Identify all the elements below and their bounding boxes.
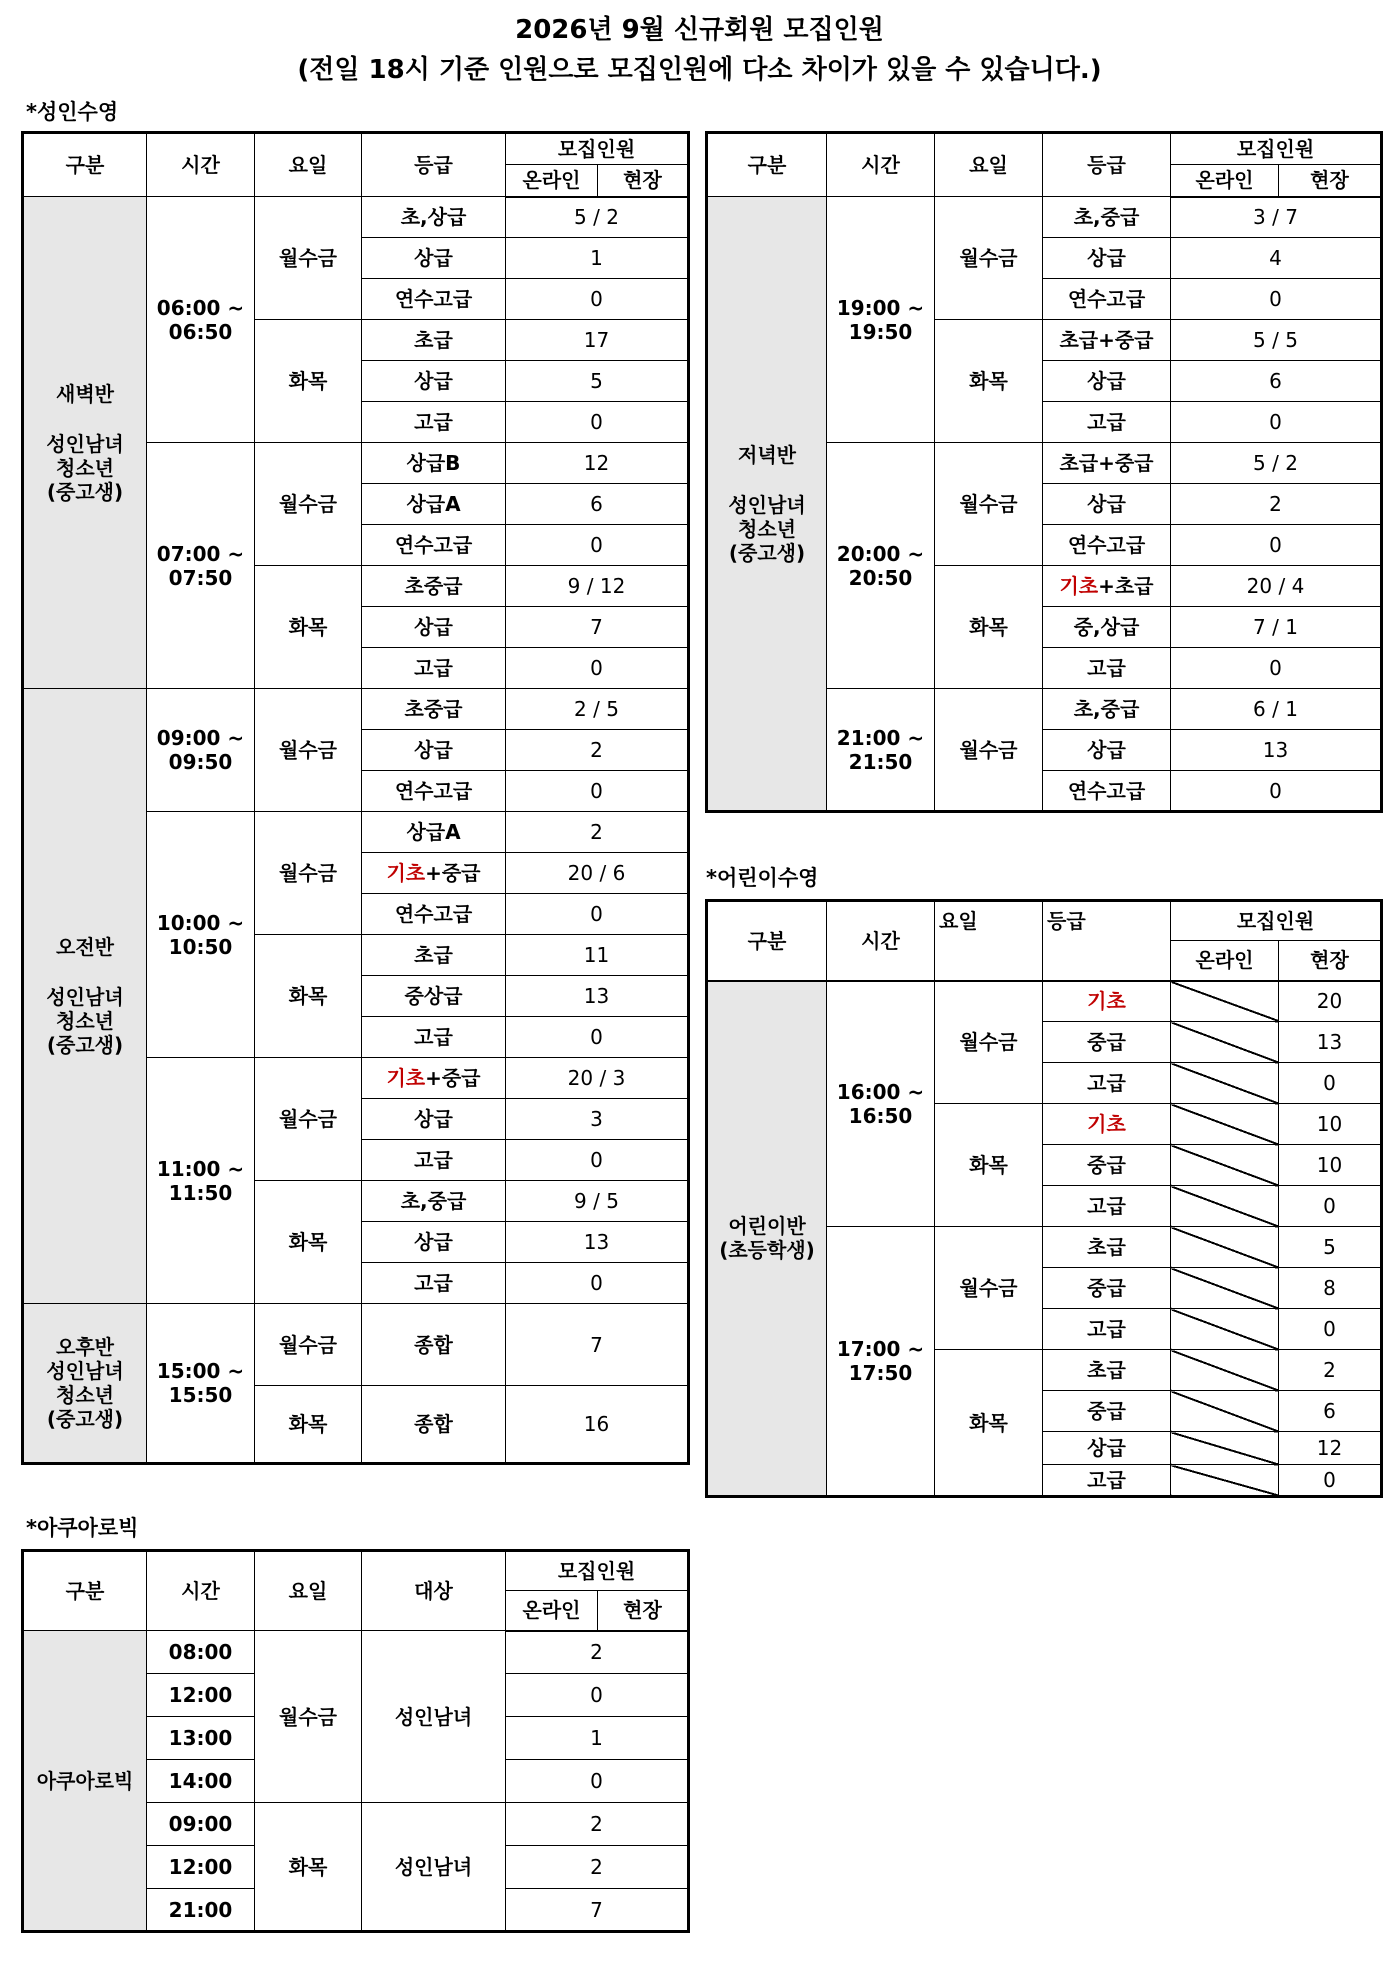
time-slot: 09:00 ~ 09:50 [147, 689, 255, 812]
grade-cell: 기초+중급 [362, 853, 506, 894]
day-cell: 월수금 [935, 689, 1043, 812]
grade-cell: 상급 [362, 361, 506, 402]
online-na-cell [1171, 1309, 1279, 1350]
grade-cell: 기초+중급 [362, 1058, 506, 1099]
grade-cell: 상급 [1043, 484, 1171, 525]
time-slot: 14:00 [147, 1760, 255, 1803]
grade-cell: 종합 [362, 1304, 506, 1386]
group-morning: 오전반 성인남녀 청소년 (중고생) [23, 689, 147, 1304]
grade-cell: 고급 [1043, 1465, 1171, 1497]
time-slot: 16:00 ~ 16:50 [827, 981, 935, 1227]
header-onsite: 현장 [1279, 941, 1382, 981]
header-day: 요일 [255, 1551, 362, 1631]
value-cell: 6 / 1 [1171, 689, 1382, 730]
value-cell: 16 [506, 1386, 689, 1464]
day-cell: 화목 [255, 320, 362, 443]
online-na-cell [1171, 1104, 1279, 1145]
header-recruit: 모집인원 [1171, 133, 1382, 165]
grade-cell: 중급 [1043, 1268, 1171, 1309]
adult-right-table [705, 131, 1383, 813]
online-na-cell [1171, 1022, 1279, 1063]
value-cell: 1 [506, 238, 689, 279]
grade-cell: 연수고급 [1043, 771, 1171, 812]
grade-cell: 중급 [1043, 1022, 1171, 1063]
value-cell: 20 / 3 [506, 1058, 689, 1099]
grade-cell: 연수고급 [362, 771, 506, 812]
day-cell: 월수금 [935, 443, 1043, 566]
header-onsite: 현장 [598, 165, 689, 197]
time-slot: 19:00 ~ 19:50 [827, 197, 935, 443]
grade-cell: 초급 [1043, 1227, 1171, 1268]
header-online: 온라인 [1171, 941, 1279, 981]
grade-cell: 초중급 [362, 689, 506, 730]
value-cell: 0 [506, 1263, 689, 1304]
value-cell: 9 / 5 [506, 1181, 689, 1222]
online-na-cell [1171, 981, 1279, 1022]
day-cell: 월수금 [255, 1058, 362, 1181]
group-kids: 어린이반 (초등학생) [707, 981, 827, 1497]
grade-cell: 중상급 [362, 976, 506, 1017]
value-cell: 7 / 1 [1171, 607, 1382, 648]
time-slot: 07:00 ~ 07:50 [147, 443, 255, 689]
grade-cell: 고급 [1043, 1063, 1171, 1104]
header-category: 구분 [707, 901, 827, 981]
group-afternoon: 오후반 성인남녀 청소년 (중고생) [23, 1304, 147, 1464]
day-cell: 월수금 [255, 197, 362, 320]
day-cell: 화목 [935, 566, 1043, 689]
time-slot: 15:00 ~ 15:50 [147, 1304, 255, 1464]
value-cell: 2 [506, 812, 689, 853]
grade-cell: 상급 [362, 1222, 506, 1263]
grade-cell: 상급A [362, 484, 506, 525]
grade-cell: 상급 [362, 1099, 506, 1140]
value-cell: 0 [1279, 1063, 1382, 1104]
grade-cell: 고급 [362, 402, 506, 443]
day-cell: 화목 [255, 935, 362, 1058]
value-cell: 20 [1279, 981, 1382, 1022]
day-cell: 월수금 [255, 689, 362, 812]
online-na-cell [1171, 1465, 1279, 1497]
value-cell: 5 / 2 [506, 197, 689, 238]
online-na-cell [1171, 1350, 1279, 1391]
header-target: 대상 [362, 1551, 506, 1631]
grade-cell: 고급 [362, 648, 506, 689]
grade-cell: 초중급 [362, 566, 506, 607]
value-cell: 12 [506, 443, 689, 484]
value-cell: 3 [506, 1099, 689, 1140]
day-cell: 화목 [255, 1386, 362, 1464]
value-cell: 9 / 12 [506, 566, 689, 607]
grade-cell: 고급 [362, 1140, 506, 1181]
grade-cell: 초,중급 [362, 1181, 506, 1222]
section-adult-title: *성인수영 [26, 100, 119, 124]
day-cell: 월수금 [935, 981, 1043, 1104]
value-cell: 5 / 2 [1171, 443, 1382, 484]
value-cell: 0 [506, 1674, 689, 1717]
value-cell: 0 [506, 1017, 689, 1058]
grade-cell: 연수고급 [1043, 279, 1171, 320]
grade-cell: 상급 [1043, 1432, 1171, 1465]
value-cell: 7 [506, 1889, 689, 1932]
time-slot: 10:00 ~ 10:50 [147, 812, 255, 1058]
grade-cell: 초급 [362, 320, 506, 361]
day-cell: 월수금 [255, 812, 362, 935]
grade-cell: 고급 [362, 1263, 506, 1304]
online-na-cell [1171, 1063, 1279, 1104]
grade-cell: 상급 [1043, 238, 1171, 279]
grade-cell: 초,중급 [1043, 689, 1171, 730]
grade-cell: 기초+초급 [1043, 566, 1171, 607]
value-cell: 7 [506, 607, 689, 648]
value-cell: 2 [506, 730, 689, 771]
time-slot: 20:00 ~ 20:50 [827, 443, 935, 689]
time-slot: 21:00 [147, 1889, 255, 1932]
day-cell: 월수금 [935, 197, 1043, 320]
day-cell: 월수금 [255, 443, 362, 566]
grade-cell: 상급 [362, 730, 506, 771]
grade-cell: 기초 [1043, 1104, 1171, 1145]
header-time: 시간 [147, 133, 255, 197]
value-cell: 4 [1171, 238, 1382, 279]
value-cell: 2 [1279, 1350, 1382, 1391]
day-cell: 화목 [935, 320, 1043, 443]
time-slot: 12:00 [147, 1846, 255, 1889]
grade-cell: 초급 [1043, 1350, 1171, 1391]
grade-cell: 고급 [1043, 648, 1171, 689]
value-cell: 10 [1279, 1104, 1382, 1145]
value-cell: 7 [506, 1304, 689, 1386]
value-cell: 5 / 5 [1171, 320, 1382, 361]
grade-cell: 기초 [1043, 981, 1171, 1022]
value-cell: 13 [1171, 730, 1382, 771]
value-cell: 17 [506, 320, 689, 361]
value-cell: 8 [1279, 1268, 1382, 1309]
target-cell: 성인남녀 [362, 1803, 506, 1932]
grade-cell: 연수고급 [362, 525, 506, 566]
header-day: 요일 [935, 133, 1043, 197]
value-cell: 13 [1279, 1022, 1382, 1063]
grade-cell: 상급 [362, 607, 506, 648]
header-grade: 등급 [1043, 901, 1171, 941]
time-slot: 21:00 ~ 21:50 [827, 689, 935, 812]
grade-cell: 초급 [362, 935, 506, 976]
value-cell: 0 [1171, 525, 1382, 566]
value-cell: 0 [506, 1760, 689, 1803]
header-onsite: 현장 [598, 1591, 689, 1631]
day-cell: 월수금 [935, 1227, 1043, 1350]
online-na-cell [1171, 1145, 1279, 1186]
online-na-cell [1171, 1186, 1279, 1227]
adult-left-table [21, 131, 690, 1465]
grade-cell: 초급+중급 [1043, 443, 1171, 484]
value-cell: 2 [1171, 484, 1382, 525]
day-cell: 화목 [255, 1181, 362, 1304]
value-cell: 13 [506, 1222, 689, 1263]
grade-cell: 중,상급 [1043, 607, 1171, 648]
header-category: 구분 [707, 133, 827, 197]
header-time: 시간 [827, 901, 935, 981]
kids-table [705, 899, 1383, 1498]
header-time: 시간 [827, 133, 935, 197]
online-na-cell [1171, 1227, 1279, 1268]
grade-cell: 상급 [362, 238, 506, 279]
day-cell: 월수금 [255, 1631, 362, 1803]
value-cell: 0 [1171, 402, 1382, 443]
value-cell: 11 [506, 935, 689, 976]
page-title: 2026년 9월 신규회원 모집인원 [515, 15, 884, 45]
value-cell: 6 [506, 484, 689, 525]
value-cell: 3 / 7 [1171, 197, 1382, 238]
header-onsite: 현장 [1279, 165, 1382, 197]
value-cell: 2 [506, 1803, 689, 1846]
value-cell: 1 [506, 1717, 689, 1760]
grade-cell: 고급 [1043, 1309, 1171, 1350]
online-na-cell [1171, 1432, 1279, 1465]
time-slot: 09:00 [147, 1803, 255, 1846]
time-slot: 13:00 [147, 1717, 255, 1760]
value-cell: 0 [506, 402, 689, 443]
header-grade: 등급 [362, 133, 506, 197]
group-evening: 저녁반 성인남녀 청소년 (중고생) [707, 197, 827, 812]
value-cell: 0 [506, 525, 689, 566]
online-na-cell [1171, 1268, 1279, 1309]
grade-cell: 초,중급 [1043, 197, 1171, 238]
grade-cell: 상급 [1043, 361, 1171, 402]
time-slot: 06:00 ~ 06:50 [147, 197, 255, 443]
value-cell: 2 [506, 1631, 689, 1674]
value-cell: 0 [1171, 648, 1382, 689]
header-online: 온라인 [1171, 165, 1279, 197]
value-cell: 2 / 5 [506, 689, 689, 730]
time-slot: 12:00 [147, 1674, 255, 1717]
value-cell: 20 / 4 [1171, 566, 1382, 607]
grade-cell: 연수고급 [1043, 525, 1171, 566]
header-online: 온라인 [506, 1591, 598, 1631]
target-cell: 성인남녀 [362, 1631, 506, 1803]
value-cell: 6 [1279, 1391, 1382, 1432]
value-cell: 0 [1279, 1186, 1382, 1227]
aqua-table [21, 1549, 690, 1933]
grade-cell: 중급 [1043, 1145, 1171, 1186]
header-recruit: 모집인원 [506, 133, 689, 165]
header-recruit: 모집인원 [1171, 901, 1382, 941]
time-slot: 08:00 [147, 1631, 255, 1674]
grade-cell: 고급 [1043, 1186, 1171, 1227]
header-online: 온라인 [506, 165, 598, 197]
page-subtitle: (전일 18시 기준 인원으로 모집인원에 다소 차이가 있을 수 있습니다.) [297, 55, 1102, 85]
grade-cell: 상급B [362, 443, 506, 484]
grade-cell: 연수고급 [362, 279, 506, 320]
day-cell: 화목 [935, 1104, 1043, 1227]
value-cell: 0 [506, 279, 689, 320]
day-cell: 화목 [935, 1350, 1043, 1497]
value-cell: 0 [506, 771, 689, 812]
grade-cell: 초,상급 [362, 197, 506, 238]
value-cell: 13 [506, 976, 689, 1017]
grade-cell: 종합 [362, 1386, 506, 1464]
grade-cell: 중급 [1043, 1391, 1171, 1432]
day-cell: 화목 [255, 566, 362, 689]
value-cell: 10 [1279, 1145, 1382, 1186]
section-kids-title: *어린이수영 [706, 866, 819, 890]
header-recruit: 모집인원 [506, 1551, 689, 1591]
header-grade: 등급 [1043, 133, 1171, 197]
value-cell: 0 [506, 648, 689, 689]
group-aqua: 아쿠아로빅 [23, 1631, 147, 1932]
value-cell: 0 [1171, 771, 1382, 812]
header-category: 구분 [23, 1551, 147, 1631]
header-category: 구분 [23, 133, 147, 197]
grade-cell: 상급 [1043, 730, 1171, 771]
grade-cell: 상급A [362, 812, 506, 853]
value-cell: 0 [506, 894, 689, 935]
value-cell: 5 [1279, 1227, 1382, 1268]
value-cell: 0 [1279, 1309, 1382, 1350]
value-cell: 5 [506, 361, 689, 402]
grade-cell: 고급 [362, 1017, 506, 1058]
value-cell: 0 [506, 1140, 689, 1181]
group-dawn: 새벽반 성인남녀 청소년 (중고생) [23, 197, 147, 689]
time-slot: 11:00 ~ 11:50 [147, 1058, 255, 1304]
grade-cell: 고급 [1043, 402, 1171, 443]
grade-cell: 초급+중급 [1043, 320, 1171, 361]
value-cell: 12 [1279, 1432, 1382, 1465]
day-cell: 화목 [255, 1803, 362, 1932]
time-slot: 17:00 ~ 17:50 [827, 1227, 935, 1497]
section-aqua-title: *아쿠아로빅 [26, 1516, 139, 1540]
value-cell: 2 [506, 1846, 689, 1889]
header-time: 시간 [147, 1551, 255, 1631]
value-cell: 6 [1171, 361, 1382, 402]
day-cell: 월수금 [255, 1304, 362, 1386]
value-cell: 0 [1171, 279, 1382, 320]
value-cell: 20 / 6 [506, 853, 689, 894]
header-day: 요일 [935, 901, 1043, 941]
online-na-cell [1171, 1391, 1279, 1432]
grade-cell: 연수고급 [362, 894, 506, 935]
value-cell: 0 [1279, 1465, 1382, 1497]
header-day: 요일 [255, 133, 362, 197]
